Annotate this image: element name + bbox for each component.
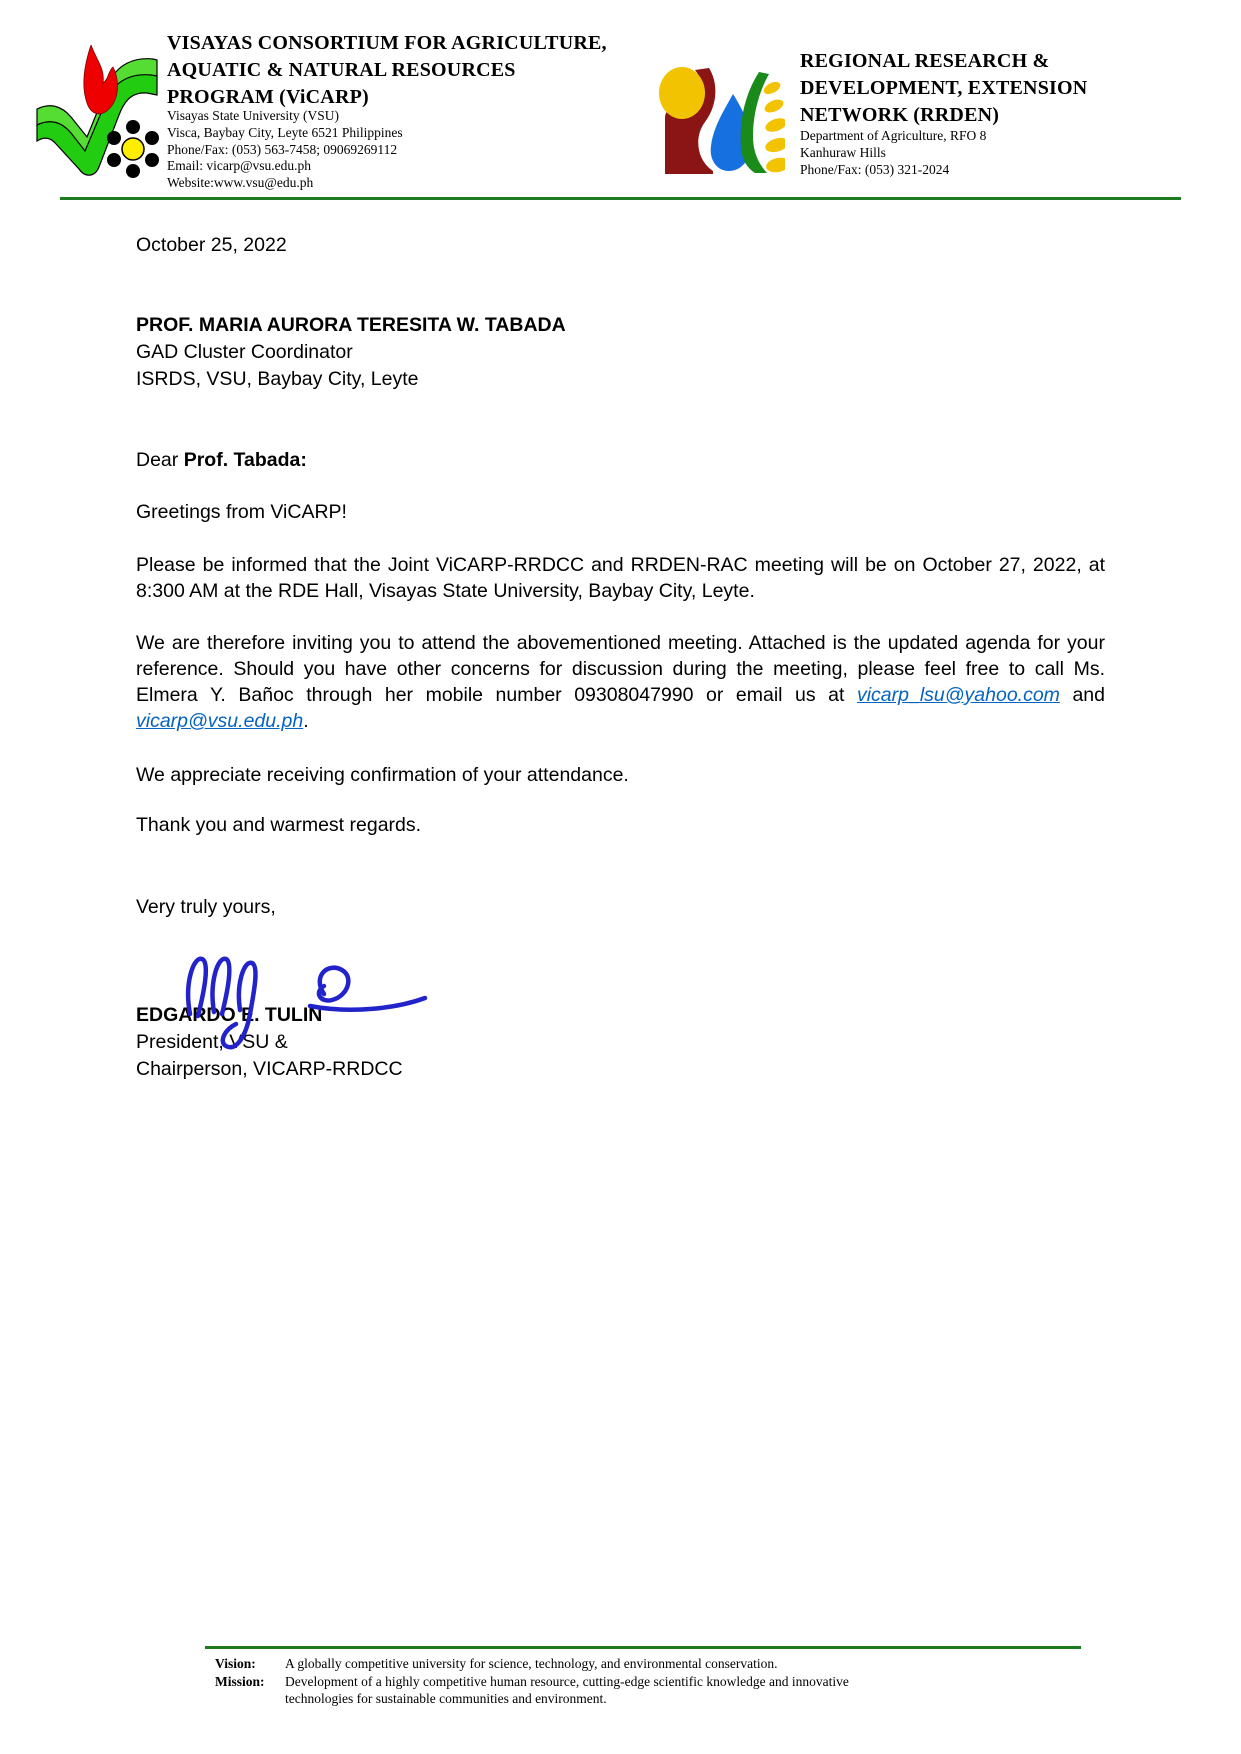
- mission-text: Development of a highly competitive human resource, cutting-edge scientific knowledge and innovative technologies for sustainable communities and environment.: [285, 1673, 849, 1706]
- paragraph-2-text: .: [303, 710, 309, 732]
- rrden-logo-icon: [655, 66, 785, 176]
- left-org-details: [167, 108, 403, 192]
- email-link-yahoo[interactable]: vicarp_lsu@yahoo.com: [856, 684, 1060, 706]
- greeting-line: Greetings from ViCARP!: [136, 501, 347, 523]
- salutation-name: Prof. Tabada:: [183, 449, 307, 471]
- thanks-line: Thank you and warmest regards.: [136, 814, 422, 836]
- confirmation-line: We appreciate receiving confirmation of your attendance.: [136, 764, 629, 786]
- right-org-detail-line: Department of Agriculture, RFO 8: [800, 128, 987, 143]
- letter-date: October 25, 2022: [136, 234, 287, 256]
- salutation-prefix: Dear: [136, 449, 184, 471]
- paragraph-2: [136, 630, 1105, 734]
- right-org-detail-line: Kanhuraw Hills: [800, 144, 886, 160]
- mission-label: Mission:: [215, 1673, 265, 1689]
- right-org-title: [800, 48, 1087, 129]
- left-org-detail-line: Phone/Fax: (053) 563-7458; 09069269112: [167, 141, 398, 157]
- recipient-block: [136, 312, 566, 393]
- left-org-detail-line: Visca, Baybay City, Leyte 6521 Philippines: [167, 124, 403, 140]
- left-org-detail-line: Visayas State University (VSU): [167, 108, 340, 123]
- footer-vision-row: [215, 1655, 863, 1673]
- recipient-title: GAD Cluster Coordinator: [136, 341, 353, 363]
- recipient-name: PROF. MARIA AURORA TERESITA W. TABADA: [136, 314, 566, 336]
- vicarp-logo-icon: [35, 45, 160, 179]
- right-org-detail-line: Phone/Fax: (053) 321-2024: [800, 161, 950, 177]
- signer-name: EDGARDO E. TULIN: [136, 1004, 323, 1026]
- paragraph-1: Please be informed that the Joint ViCARP-RRDCC and RRDEN-RAC meeting will be on October 27, 2022, at 8:300 AM at the RDE Hall, Visayas State University, Baybay City, Leyte.: [136, 554, 1105, 602]
- vision-label: Vision:: [215, 1656, 256, 1671]
- left-org-title-line: AQUATIC & NATURAL RESOURCES: [167, 59, 516, 81]
- right-org-title-line: NETWORK (RRDEN): [800, 104, 1000, 126]
- signer-block: [136, 1002, 403, 1083]
- left-org-title-line: VISAYAS CONSORTIUM FOR AGRICULTURE,: [167, 32, 607, 54]
- paragraph-2-text: We are therefore inviting you to attend the abovementioned meeting. Attached is the updated agenda for your reference. Should you have other concerns for discussion during the meeting, please feel free to call Ms. Elmera Y. Bañoc through her mobile number 09308047990 or email us at: [136, 632, 1105, 706]
- left-org-detail-line: Website:www.vsu@edu.ph: [167, 175, 314, 191]
- left-org-title: [167, 30, 607, 111]
- signer-title-2: Chairperson, VICARP-RRDCC: [136, 1058, 403, 1080]
- closing-line: Very truly yours,: [136, 896, 276, 918]
- footer-mission-row: [215, 1673, 863, 1708]
- signer-title-1: President, VSU &: [136, 1031, 288, 1053]
- recipient-address: ISRDS, VSU, Baybay City, Leyte: [136, 368, 419, 390]
- left-org-title-line: PROGRAM (ViCARP): [167, 86, 369, 108]
- vision-text: A globally competitive university for science, technology, and environmental conservation.: [285, 1656, 778, 1671]
- salutation: [136, 447, 307, 473]
- footer: [215, 1655, 863, 1708]
- right-org-title-line: DEVELOPMENT, EXTENSION: [800, 77, 1088, 99]
- footer-divider: [205, 1646, 1081, 1649]
- email-link-vsu[interactable]: vicarp@vsu.edu.ph: [136, 710, 304, 732]
- left-org-detail-line: Email: vicarp@vsu.edu.ph: [167, 158, 312, 174]
- right-org-details: [800, 128, 986, 178]
- header-divider: [60, 197, 1181, 200]
- paragraph-2-text: and: [1059, 684, 1106, 706]
- right-org-title-line: REGIONAL RESEARCH &: [800, 50, 1050, 72]
